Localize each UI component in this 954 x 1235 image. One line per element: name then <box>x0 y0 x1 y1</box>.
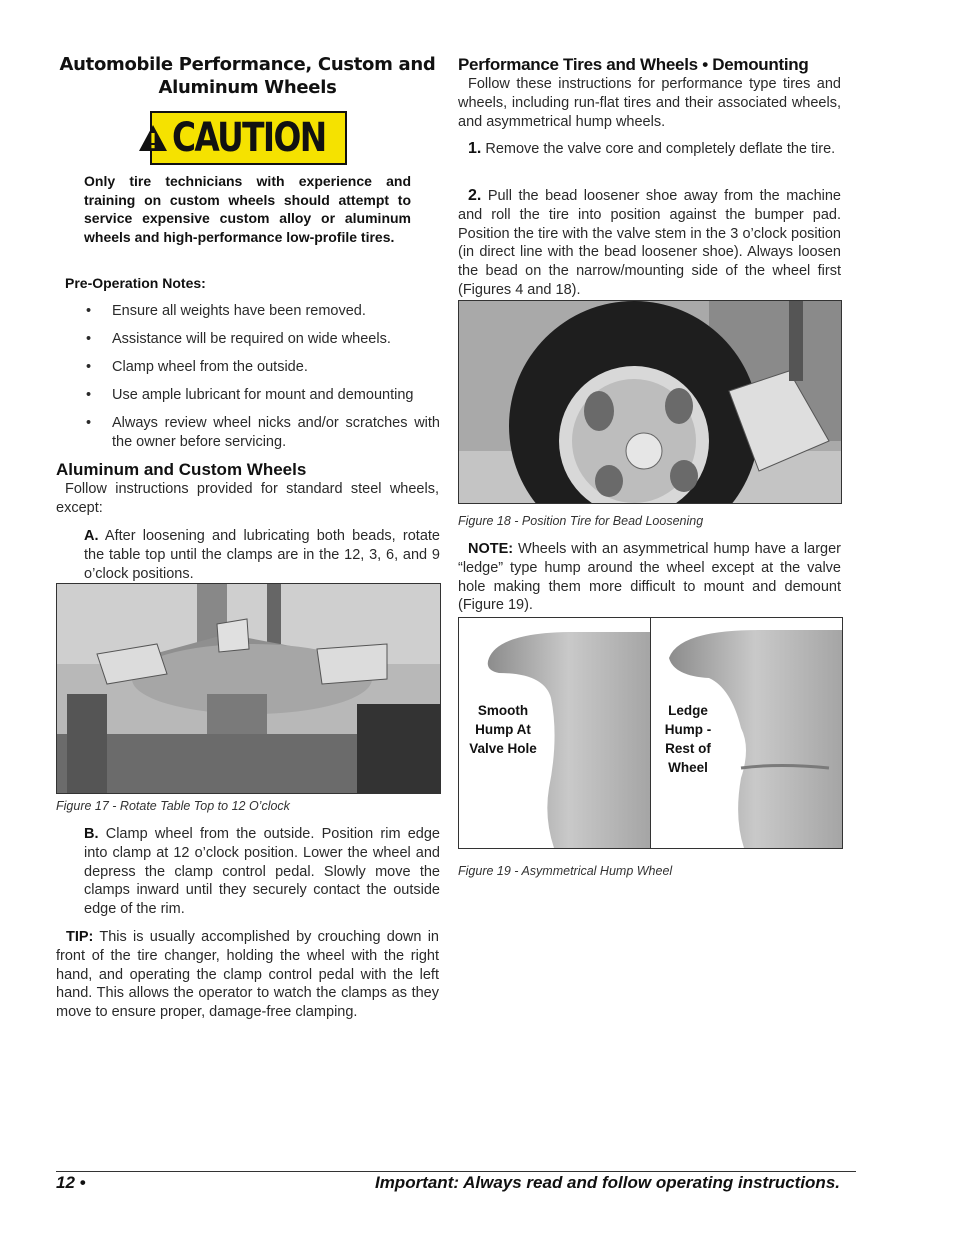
caution-body: Only tire technicians with experience and training on custom wheels should attempt to service expensive custom alloy or aluminum wheels and high-performance low-profile tires. <box>84 173 411 245</box>
list-item: • Use ample lubricant for mount and demounting <box>86 387 414 403</box>
preop-list <box>86 302 440 452</box>
footer-notice: Important: Always read and follow operating instructions. <box>374 1173 840 1192</box>
bullet-icon: • <box>86 415 92 431</box>
ledge-hump-label: Ledge Hump - Rest of Wheel <box>664 703 712 775</box>
aluminum-heading: Aluminum and Custom Wheels <box>56 460 307 479</box>
aluminum-intro: Follow instructions provided for standard steel wheels, except: <box>56 481 439 516</box>
list-item: • Ensure all weights have been removed. <box>86 303 366 319</box>
step-1: 1. Remove the valve core and completely deflate the tire. <box>468 140 836 157</box>
figure-18-photo <box>458 300 842 504</box>
bullet-icon: • <box>86 359 92 375</box>
figure-17-caption: Figure 17 - Rotate Table Top to 12 O’clock <box>56 799 290 813</box>
note-paragraph: NOTE: Wheels with an asymmetrical hump have a larger “ledge” type hump around the wheel except at the valve hole making them more difficult to mount and demount (Figure 19). <box>458 541 841 614</box>
bullet-icon: • <box>86 303 92 319</box>
step-a: A. After loosening and lubricating both beads, rotate the table top until the clamps are in the 12, 3, 6, and 9 o’clock positions. <box>84 528 440 582</box>
caution-banner <box>150 111 347 165</box>
preop-heading: Pre-Operation Notes: <box>65 275 206 291</box>
tip-paragraph: TIP: This is usually accomplished by crouching down in front of the tire changer, holding the wheel with the right hand, and operating the clamp control pedal with the left hand. This allows the operator to watch the clamps as they move to ensure proper, damage-free clamping. <box>56 929 439 1021</box>
bullet-icon: • <box>86 387 92 403</box>
step-b: B. Clamp wheel from the outside. Position rim edge into clamp at 12 o’clock position. Lower the wheel and depress the clamp control pedal. Slowly move the clamps inward until they securely contact the outside edge of the rim. <box>84 826 441 918</box>
bullet-icon: • <box>86 331 92 347</box>
list-item: • Clamp wheel from the outside. <box>86 359 308 375</box>
page-number: 12 • <box>56 1173 86 1192</box>
caution-label: CAUTION <box>171 115 326 161</box>
demounting-intro: Follow these instructions for performance type tires and wheels, including run-flat tires and their associated wheels, and asymmetrical hump wheels. <box>458 76 841 130</box>
list-item: • Assistance will be required on wide wheels. <box>86 331 391 347</box>
figure-18-caption: Figure 18 - Position Tire for Bead Loosening <box>458 514 704 528</box>
figure-17-photo <box>56 583 441 794</box>
footer-rule <box>56 1171 856 1172</box>
figure-19-caption: Figure 19 - Asymmetrical Hump Wheel <box>458 864 673 878</box>
list-item: • Always review wheel nicks and/or scratches with the owner before servicing. <box>86 415 440 450</box>
figure-19-diagram <box>458 617 843 849</box>
demounting-heading: Performance Tires and Wheels • Demounting <box>458 55 809 74</box>
warning-icon <box>138 124 168 152</box>
step-2: 2. Pull the bead loosener shoe away from the machine and roll the tire into position against the bumper pad. Position the tire with the valve stem in the 3 o’clock position (in direct line with the bead loosener shoe). Always loosen the bead on the narrow/mounting side of the wheel first (Figures 4 and 18). <box>458 187 841 298</box>
smooth-hump-label: Smooth Hump At Valve Hole <box>469 703 537 756</box>
section-title: Automobile Performance, Custom and Aluminum Wheels <box>59 54 436 98</box>
